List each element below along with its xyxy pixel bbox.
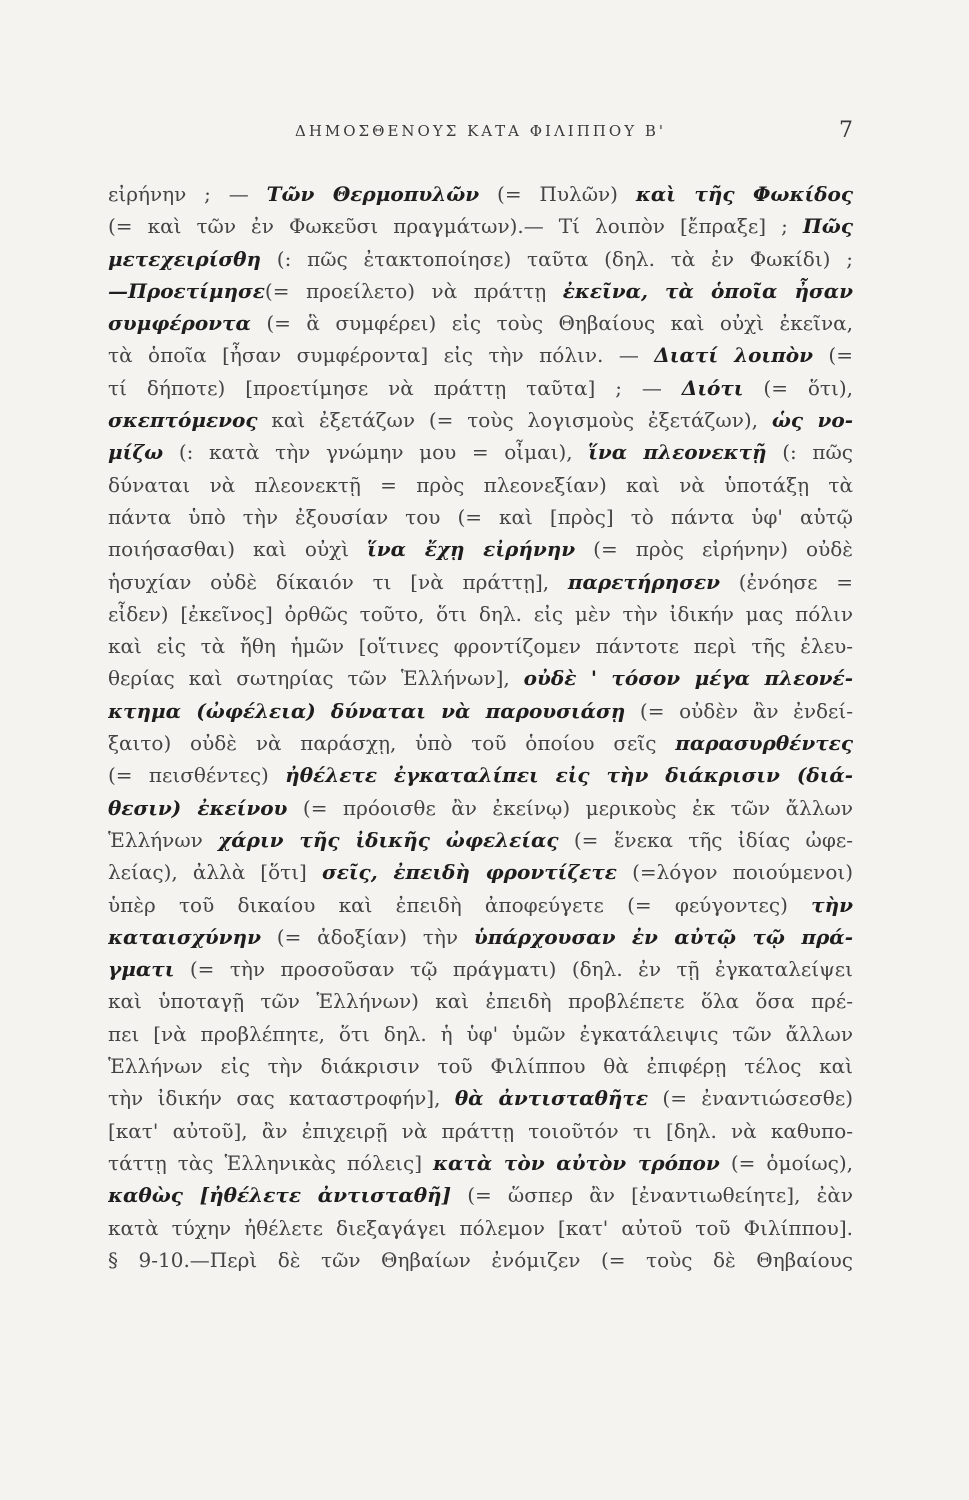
text-span: καὶ ὑποταγῇ τῶν Ἑλλήνων) καὶ ἐπειδὴ προβλέπετε ὅλα ὅσα πρέ- — [108, 989, 853, 1014]
text-span: (= προείλετο) νὰ πράττῃ — [264, 278, 563, 303]
bold-term: ἐκεῖνα, τὰ ὁποῖα ἦσαν — [562, 278, 853, 303]
bold-term: μετεχειρίσθη — [108, 246, 262, 271]
bold-term: οὐδὲ ' τόσον μέγα πλεονέ- — [523, 666, 853, 691]
text-span: τάττῃ τὰς Ἑλληνικὰς πόλεις] — [108, 1150, 434, 1175]
bold-term: καθὼς [ἠθέλετε ἀντισταθῆ] — [108, 1183, 452, 1208]
text-span: τὴν ἰδικήν σας καταστροφήν], — [108, 1086, 455, 1111]
text-span: (= πρόοισθε ἂν ἐκείνῳ) μερικοὺς ἐκ τῶν ἄλλων — [287, 795, 853, 820]
text-line — [108, 630, 853, 662]
bold-term: θεσιν) ἐκείνου — [108, 795, 288, 820]
text-line — [108, 1147, 853, 1179]
text-line — [108, 1179, 853, 1211]
text-span: ποιήσασθαι) καὶ οὐχὶ — [108, 537, 368, 562]
text-span: πει [νὰ προβλέπητε, ὅτι δηλ. ἡ ὑφ' ὑμῶν ἐγκατάλειψις τῶν ἄλλων — [108, 1021, 853, 1046]
text-line — [108, 178, 853, 210]
text-span: (= ἀδοξίαν) τὴν — [260, 924, 474, 949]
text-line — [108, 824, 853, 856]
text-line — [108, 372, 853, 404]
bold-term: κατὰ τὸν αὐτὸν τρόπον — [433, 1150, 720, 1175]
text-line — [108, 533, 853, 565]
text-line — [108, 792, 853, 824]
text-line — [108, 275, 853, 307]
text-line — [108, 1244, 853, 1276]
text-line — [108, 210, 853, 242]
text-span: (ἐνόησε = — [720, 569, 853, 594]
text-span: Ἑλλήνων εἰς τὴν διάκρισιν τοῦ Φιλίππου θὰ ἐπιφέρῃ τέλος καὶ — [108, 1054, 853, 1079]
text-line — [108, 436, 853, 468]
text-span: καὶ ἐξετάζων (= τοὺς λογισμοὺς ἐξετάζων), — [257, 408, 772, 433]
text-span: § 9-10.—Περὶ δὲ τῶν Θηβαίων ἐνόμιζεν (= τοὺς δὲ Θηβαίους — [108, 1247, 853, 1272]
text-span: (: πῶς — [766, 440, 853, 465]
text-line — [108, 921, 853, 953]
text-line — [108, 1212, 853, 1244]
text-line — [108, 889, 853, 921]
text-span: θερίας καὶ σωτηρίας τῶν Ἑλλήνων], — [108, 666, 524, 691]
bold-term: καὶ τῆς Φωκίδος — [635, 182, 853, 206]
text-line — [108, 404, 853, 436]
bold-term: μίζω — [108, 440, 164, 465]
text-span: δύναται νὰ πλεονεκτῇ = πρὸς πλεονεξίαν) καὶ νὰ ὑποτάξῃ τὰ — [108, 472, 853, 497]
bold-term: θὰ ἀντισταθῆτε — [454, 1086, 649, 1111]
text-line — [108, 307, 853, 339]
text-line — [108, 566, 853, 598]
text-span: (= ὅτι), — [743, 375, 853, 400]
bold-term: γματι — [108, 957, 175, 982]
text-span: (= τὴν προσοῦσαν τῷ πράγματι) (δηλ. ἐν τῇ ἐγκαταλείψει — [174, 957, 853, 982]
text-span: εἶδεν) [ἐκεῖνος] ὀρθῶς τοῦτο, ὅτι δηλ. εἰς μὲν τὴν ἰδικήν μας πόλιν — [108, 601, 853, 626]
text-line — [108, 339, 853, 371]
text-line — [108, 469, 853, 501]
text-span: λείας), ἀλλὰ [ὅτι] — [108, 860, 322, 885]
text-span: κατὰ τύχην ἠθέλετε διεξαγάγει πόλεμον [κατ' αὐτοῦ τοῦ Φιλίππου]. — [108, 1215, 853, 1240]
bold-term: κτημα (ὠφέλεια) δύναται νὰ παρουσιάσῃ — [108, 698, 626, 723]
bold-term: ὡς νο- — [771, 408, 853, 433]
commentary-text — [108, 178, 853, 1276]
bold-term: σκεπτόμενος — [108, 408, 258, 433]
text-line — [108, 501, 853, 533]
bold-term: Διατί λοιπὸν — [654, 343, 813, 368]
text-line — [108, 243, 853, 275]
bold-term: ἠθέλετε ἐγκαταλίπει εἰς τὴν διάκρισιν (διά- — [285, 763, 853, 788]
text-span: (= Πυλῶν) — [479, 182, 636, 206]
text-line — [108, 598, 853, 630]
text-span: ὑπὲρ τοῦ δικαίου καὶ ἐπειδὴ ἀποφεύγετε (= φεύγοντες) — [108, 892, 812, 917]
text-span: (= ἃ συμφέρει) εἰς τοὺς Θηβαίους καὶ οὐχὶ ἐκεῖνα, — [250, 311, 853, 336]
text-span: (: πῶς ἐτακτοποίησε) ταῦτα (δηλ. τὰ ἐν Φωκίδι) ; — [261, 246, 853, 271]
text-span: (: κατὰ τὴν γνώμην μου = οἶμαι), — [163, 440, 589, 465]
text-span: (= ἕνεκα τῆς ἰδίας ὠφε- — [558, 827, 853, 852]
text-line — [108, 727, 853, 759]
text-span: εἰρήνην ; — — [108, 182, 267, 206]
bold-term: Διότι — [681, 375, 744, 400]
bold-term: παρασυρθέντες — [675, 731, 853, 756]
text-line — [108, 856, 853, 888]
text-line — [108, 1082, 853, 1114]
running-title: ΔΗΜΟΣΘΕΝΟΥΣ ΚΑΤΑ ΦΙΛΙΠΠΟΥ Β' — [294, 122, 667, 140]
bold-term: Τῶν Θερμοπυλῶν — [266, 182, 480, 206]
bold-term: παρετήρησεν — [567, 569, 720, 594]
bold-term: Πῶς — [802, 214, 853, 239]
text-line — [108, 695, 853, 727]
text-line — [108, 662, 853, 694]
text-span: (= ὥσπερ ἂν [ἐναντιωθείητε], ἐὰν — [451, 1183, 853, 1208]
text-span: (= καὶ τῶν ἐν Φωκεῦσι πραγμάτων).— Τί λοιπὸν [ἔπραξε] ; — [108, 214, 803, 239]
text-span: (= οὐδὲν ἂν ἐνδεί- — [625, 698, 853, 723]
text-line — [108, 1050, 853, 1082]
bold-term: ὑπάρχουσαν ἐν αὐτῷ τῷ πρά- — [473, 924, 853, 949]
text-span: (= ὁμοίως), — [719, 1150, 853, 1175]
text-span: πάντα ὑπὸ τὴν ἐξουσίαν του (= καὶ [πρὸς] τὸ πάντα ὑφ' αὑτῷ — [108, 504, 853, 529]
bold-term: —Προετίμησε — [108, 278, 265, 303]
bold-term: ἵνα ἔχῃ εἰρήνην — [367, 537, 576, 562]
text-line — [108, 759, 853, 791]
bold-term: χάριν τῆς ἰδικῆς ὠφελείας — [218, 827, 559, 852]
text-span: τί δήποτε) [προετίμησε νὰ πράττῃ ταῦτα] ; — — [108, 375, 682, 400]
text-span: (=λόγον ποιούμενοι) — [616, 860, 853, 885]
text-span: (= πρὸς εἰρήνην) οὐδὲ — [575, 537, 853, 562]
text-line — [108, 1018, 853, 1050]
page-number: 7 — [839, 118, 853, 143]
text-span: (= — [812, 343, 853, 368]
text-span: ἡσυχίαν οὐδὲ δίκαιόν τι [νὰ πράττῃ], — [108, 569, 568, 594]
bold-term: σεῖς, ἐπειδὴ φροντίζετε — [321, 860, 617, 885]
bold-term: καταισχύνην — [108, 924, 261, 949]
text-span: καὶ εἰς τὰ ἤθη ἡμῶν [οἵτινες φροντίζομεν πάντοτε περὶ τῆς ἐλευ- — [108, 634, 853, 659]
text-line — [108, 953, 853, 985]
bold-term: τὴν — [811, 892, 853, 917]
text-span: Ἑλλήνων — [108, 827, 219, 852]
text-span: τὰ ὁποῖα [ἦσαν συμφέροντα] εἰς τὴν πόλιν. — — [108, 343, 655, 368]
text-span: [κατ' αὐτοῦ], ἂν ἐπιχειρῇ νὰ πράττῃ τοιοῦτόν τι [δηλ. νὰ καθυπο- — [108, 1118, 853, 1143]
bold-term: ἵνα πλεονεκτῇ — [588, 440, 767, 465]
text-span: ξαιτο) οὐδὲ νὰ παράσχῃ, ὑπὸ τοῦ ὁποίου σεῖς — [108, 731, 676, 756]
bold-term: συμφέροντα — [108, 311, 251, 336]
text-span: (= ἐναντιώσεσθε) — [648, 1086, 853, 1111]
text-line — [108, 1115, 853, 1147]
text-span: (= πεισθέντες) — [108, 763, 286, 788]
text-line — [108, 985, 853, 1017]
